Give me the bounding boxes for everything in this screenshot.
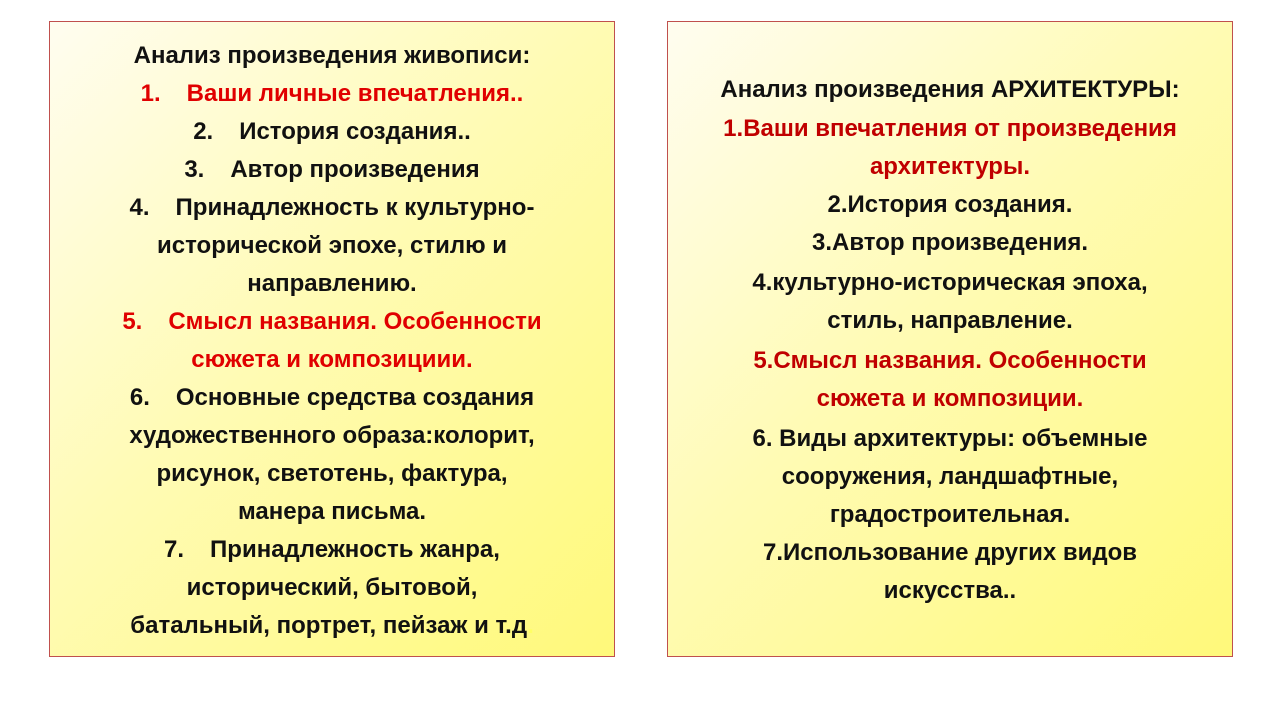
- architecture-item-5: 5.Смысл названия. Особенности: [753, 347, 1147, 374]
- painting-analysis-panel: [49, 21, 615, 657]
- architecture-item-6-cont: сооружения, ландшафтные,: [781, 463, 1119, 490]
- architecture-item-4: 4.культурно-историческая эпоха,: [752, 269, 1148, 296]
- painting-item-6: 6. Основные средства создания: [129, 384, 535, 411]
- architecture-item-3: 3.Автор произведения.: [812, 229, 1088, 256]
- painting-item-2: 2. История создания..: [193, 118, 471, 145]
- painting-item-7-cont: батальный, портрет, пейзаж и т.д.: [130, 612, 534, 639]
- painting-item-6-cont: художественного образа:колорит,: [129, 422, 535, 449]
- architecture-item-4-cont: стиль, направление.: [827, 307, 1073, 334]
- architecture-item-2: 2.История создания.: [827, 191, 1073, 218]
- painting-item-6-cont: рисунок, светотень, фактура,: [156, 460, 508, 487]
- architecture-item-1-cont: архитектуры.: [869, 153, 1031, 180]
- architecture-analysis-panel: [667, 21, 1233, 657]
- painting-item-3: 3. Автор произведения: [184, 156, 480, 183]
- painting-item-7-cont: исторический, бытовой,: [186, 574, 478, 601]
- architecture-item-6-cont: градостроительная.: [829, 501, 1071, 528]
- painting-item-5: 5. Смысл названия. Особенности: [122, 308, 542, 335]
- painting-title: Анализ произведения живописи:: [133, 42, 531, 69]
- architecture-item-1: 1.Ваши впечатления от произведения: [723, 115, 1177, 142]
- painting-item-5-cont: сюжета и композициии.: [191, 346, 473, 373]
- architecture-item-7: 7.Использование других видов: [762, 539, 1138, 566]
- architecture-item-5-cont: сюжета и композиции.: [816, 385, 1084, 412]
- architecture-item-6: 6. Виды архитектуры: объемные: [752, 425, 1148, 452]
- architecture-title: Анализ произведения АРХИТЕКТУРЫ:: [720, 76, 1180, 103]
- painting-item-4-cont: исторической эпохе, стилю и: [157, 232, 507, 259]
- painting-item-4-cont: направлению.: [247, 270, 417, 297]
- painting-item-4: 4. Принадлежность к культурно-: [129, 194, 535, 221]
- painting-item-7: 7. Принадлежность жанра,: [164, 536, 500, 563]
- painting-item-1: 1. Ваши личные впечатления..: [140, 80, 524, 107]
- painting-item-6-cont: манера письма.: [237, 498, 427, 525]
- architecture-item-7-cont: искусства..: [883, 577, 1017, 604]
